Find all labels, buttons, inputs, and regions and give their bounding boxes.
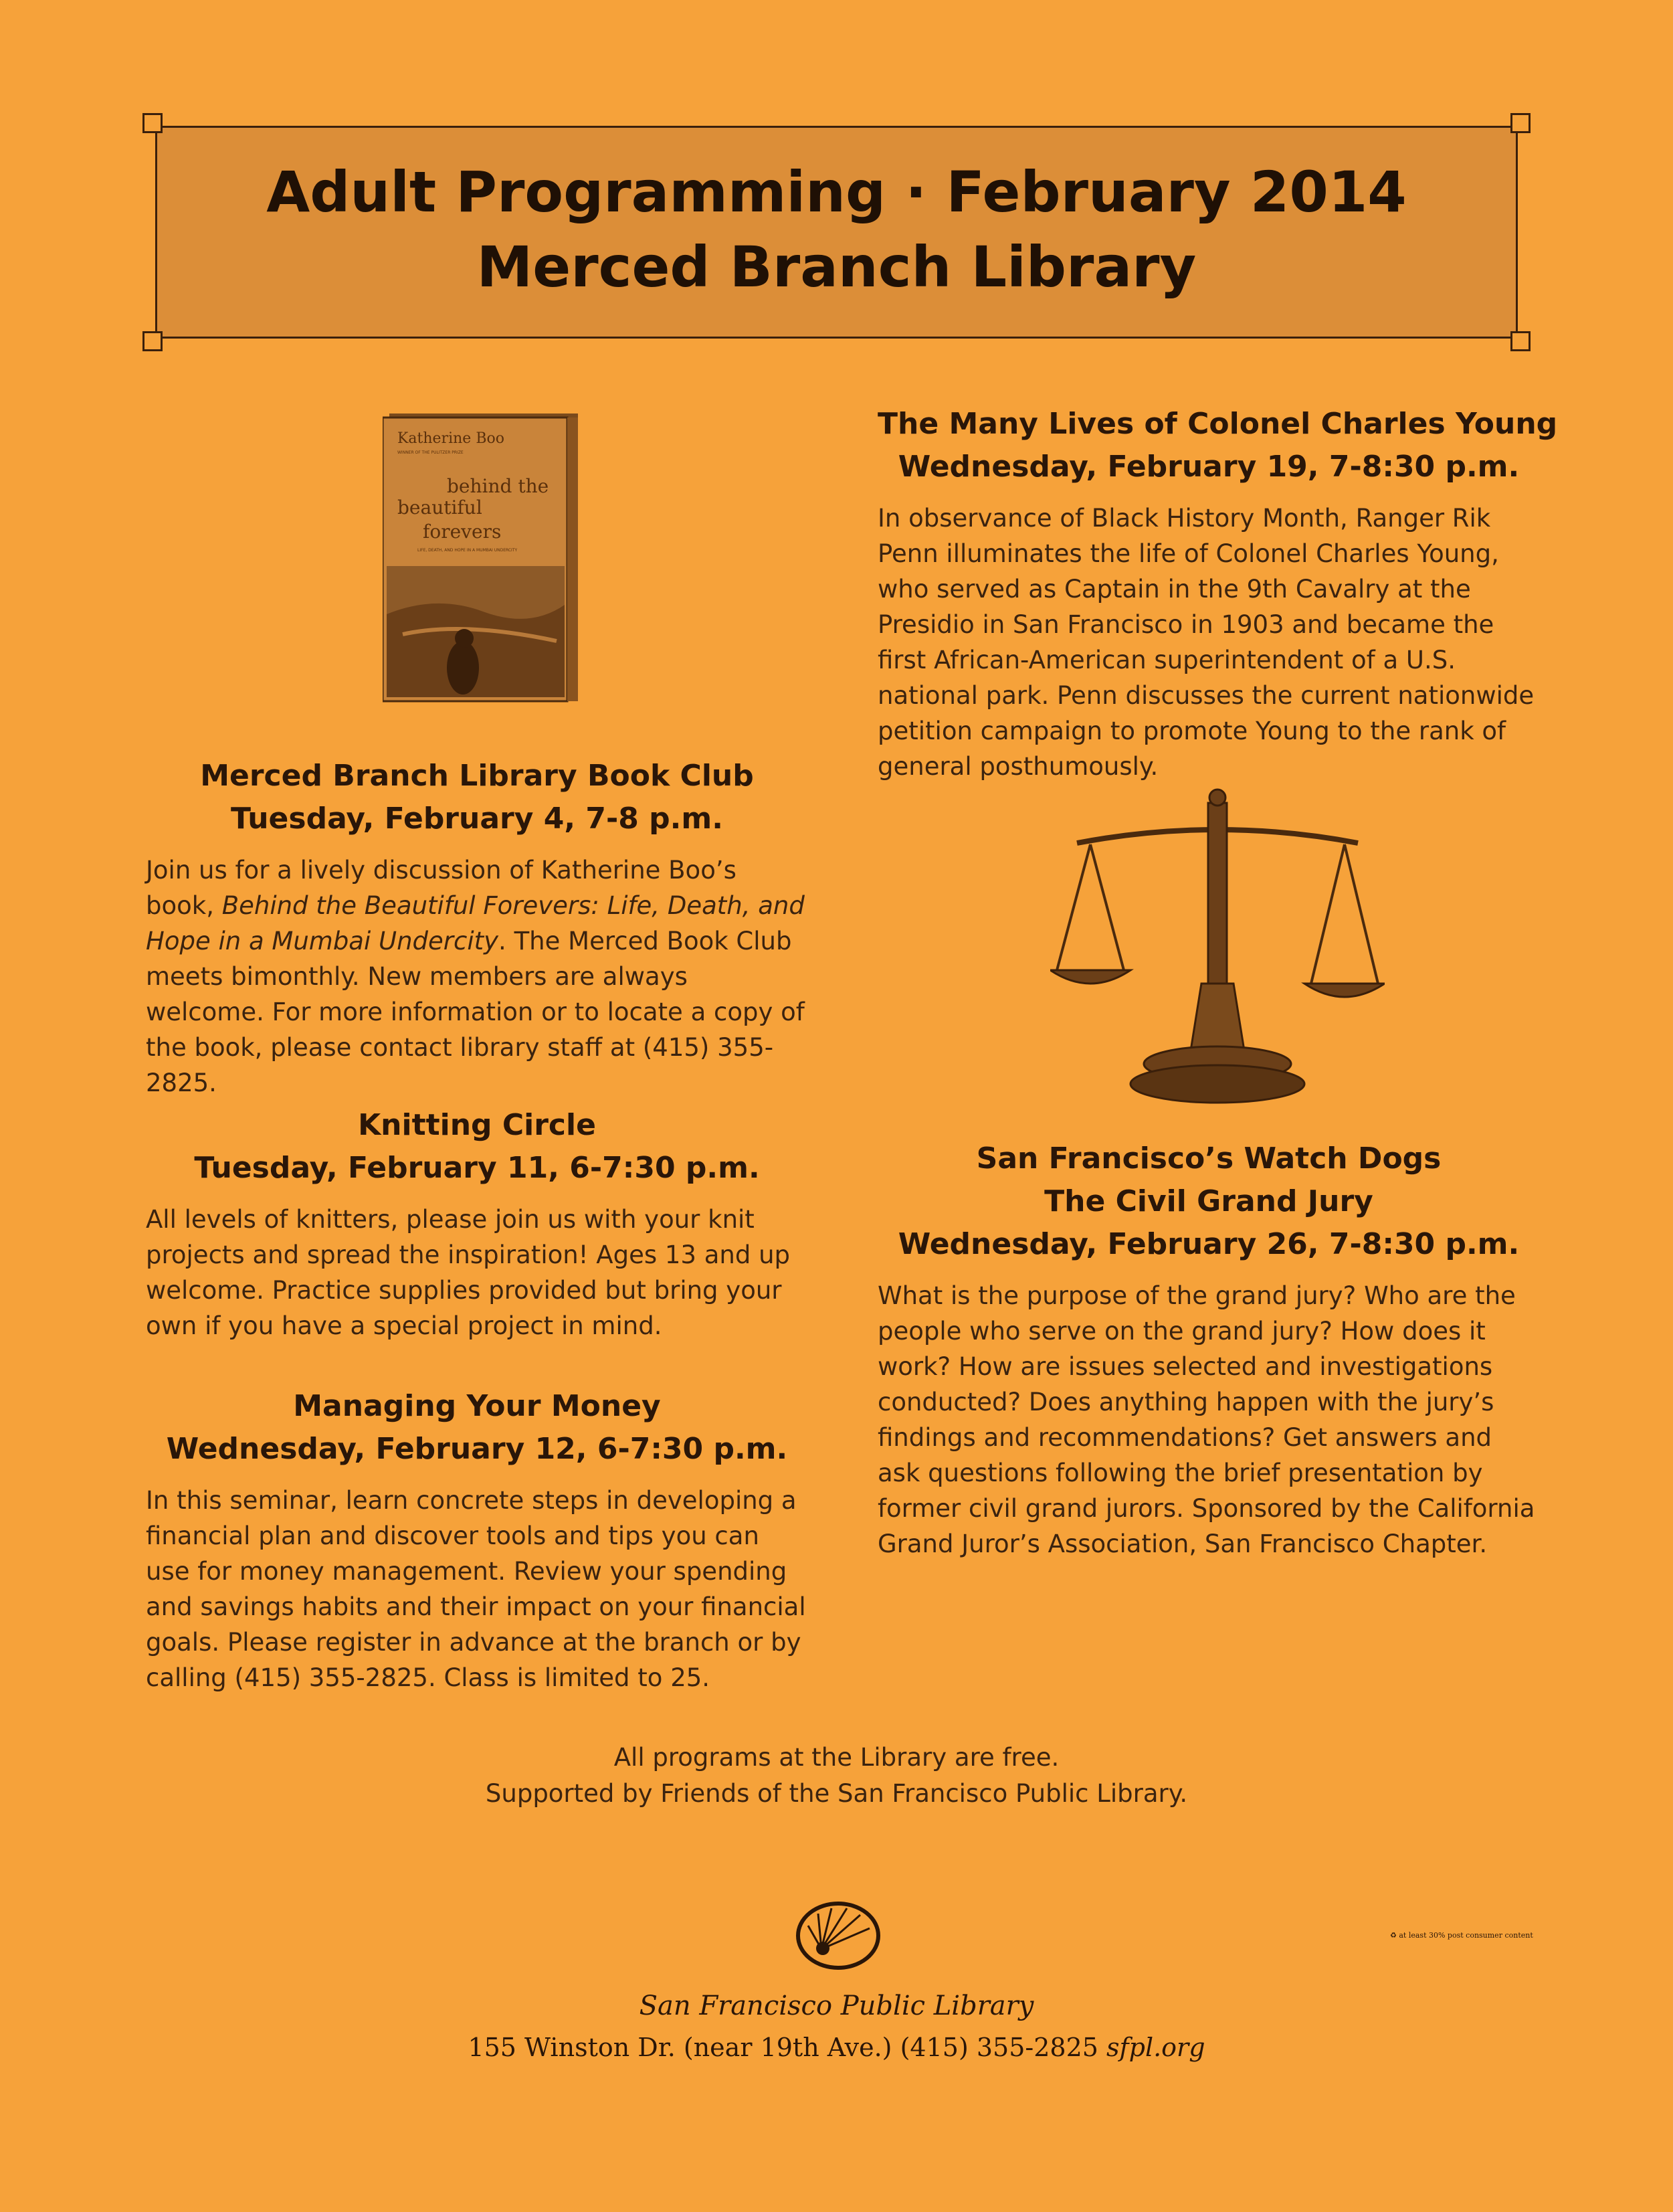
book-title-line1: behind the (447, 475, 549, 497)
library-website-link[interactable]: sfpl.org (1106, 2033, 1205, 2062)
event-description: In this seminar, learn concrete steps in developing a financial plan and discover tools and tips you can use for money management. Review your spending and savings habits and their impact on your financial goals. Please register in advance at the branch or by calling (415) 355-2825. Class is limited to 25. (146, 1486, 806, 1692)
event-title: Merced Branch Library Book Club (200, 759, 754, 793)
recycled-paper-text: at least 30% post consumer content (1399, 1931, 1533, 1940)
sfpl-logo-icon (795, 1899, 882, 1972)
event-description: In observance of Black History Month, Ranger Rik Penn illuminates the life of Colonel Charles Young, who served as Captain in the 9th Cavalry at the Presidio in San Francisco in 1903 and became the first African-American superintendent of a U.S. national park. Penn discusses the current nationwide petition campaign to promote Young to the rank of general posthumously. (878, 504, 1535, 781)
page-title (157, 155, 1516, 304)
scales-of-justice-image (1050, 783, 1385, 1111)
footer-note (0, 1740, 1673, 1812)
banner-corner-ornament (1510, 331, 1531, 351)
free-programs-note: All programs at the Library are free. (613, 1743, 1060, 1772)
event-subtitle: The Civil Grand Jury (1044, 1184, 1373, 1218)
event-title: Knitting Circle (358, 1108, 596, 1142)
book-title-line3: forevers (423, 521, 502, 543)
event-description (146, 852, 808, 1101)
library-name: San Francisco Public Library (639, 1991, 1034, 2021)
event-description: All levels of knitters, please join us with your knit projects and spread the inspiration! Ages 13 and up welcome. Practice supplies provided but bring your own if you have a special project in mind. (146, 1205, 791, 1340)
event-description: What is the purpose of the grand jury? Who are the people who serve on the grand jury? How does it work? How are issues selected and investigations conducted? Does anything happen with the jury’s findings and recommendations? Get answers and ask questions following the brief presentation by former civil grand jurors. Sponsored by the California Grand Juror’s Association, San Francisco Chapter. (878, 1281, 1535, 1558)
recycled-paper-note: ♻ at least 30% post consumer content (1390, 1931, 1533, 1940)
book-author: Katherine Boo (397, 430, 504, 447)
event-title: San Francisco’s Watch Dogs (976, 1141, 1442, 1176)
book-title-italic: Behind the Beautiful Forevers: Life, Death, and Hope in a Mumbai Undercity (146, 891, 805, 955)
event-title: The Many Lives of Colonel Charles Young (878, 407, 1558, 441)
page-title-line2: Merced Branch Library (476, 234, 1197, 300)
event-date: Wednesday, February 19, 7-8:30 p.m. (898, 450, 1520, 484)
event-knitting-circle (146, 1104, 808, 1344)
banner-corner-ornament (142, 331, 163, 351)
event-description-text: . The Merced Book Club meets bimonthly. New members are always welcome. For more information or to locate a copy of the book, please contact library staff at (415) 355-2825. (146, 927, 805, 1097)
header-banner (155, 126, 1518, 339)
event-date: Wednesday, February 12, 6-7:30 p.m. (166, 1432, 788, 1466)
book-tagline: LIFE, DEATH, AND HOPE IN A MUMBAI UNDERCITY (417, 548, 518, 553)
event-date: Tuesday, February 11, 6-7:30 p.m. (194, 1151, 760, 1185)
banner-corner-ornament (1510, 113, 1531, 133)
event-title: Managing Your Money (293, 1389, 661, 1423)
banner-corner-ornament (142, 113, 163, 133)
event-managing-money (146, 1385, 808, 1695)
book-title-line2: beautiful (397, 496, 482, 519)
event-date: Wednesday, February 26, 7-8:30 p.m. (898, 1227, 1520, 1261)
page-title-line1: Adult Programming · February 2014 (266, 159, 1407, 225)
event-date: Tuesday, February 4, 7-8 p.m. (231, 802, 723, 836)
library-phone: (415) 355-2825 (900, 2033, 1098, 2062)
book-cover-image (383, 413, 583, 703)
book-award: WINNER OF THE PULITZER PRIZE (397, 450, 464, 455)
library-address: 155 Winston Dr. (near 19th Ave.) (468, 2033, 892, 2062)
event-civil-grand-jury (878, 1137, 1540, 1562)
friends-support-note: Supported by Friends of the San Francisco Public Library. (485, 1779, 1188, 1808)
event-colonel-young (878, 403, 1558, 784)
library-contact (0, 2033, 1673, 2062)
event-description-text: Join us for a lively discussion of Katherine Boo’s book, (146, 856, 736, 920)
event-book-club (146, 755, 808, 1101)
